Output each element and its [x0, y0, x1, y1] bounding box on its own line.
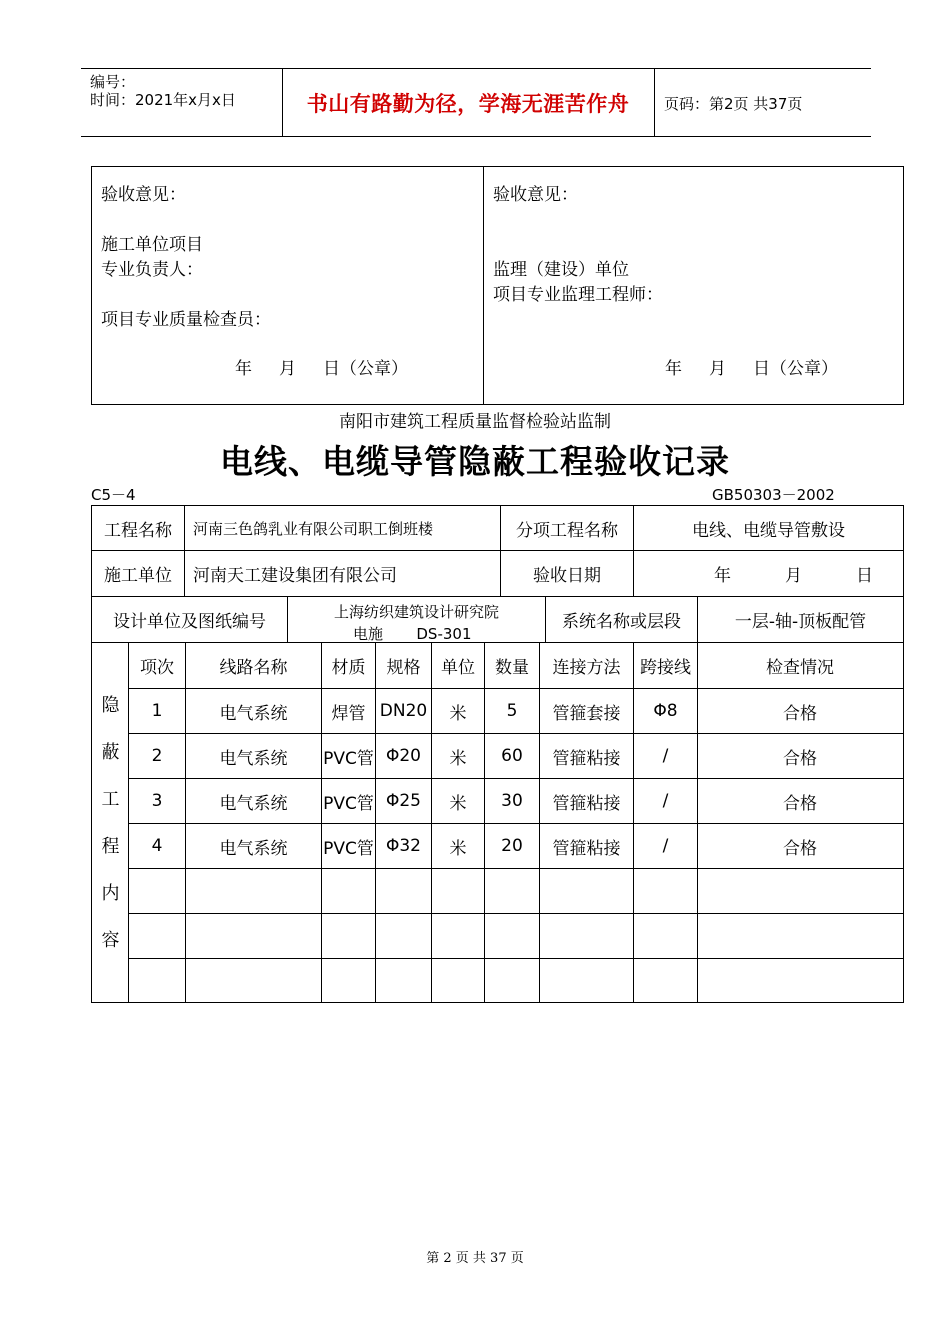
cell-jumper [634, 914, 697, 958]
cell-quantity: 5 [506, 701, 518, 721]
project-name-label: 工程名称 [104, 520, 172, 541]
cell-material: PVC管 [323, 748, 374, 769]
cell-line-name [186, 869, 321, 913]
cell-material: PVC管 [323, 793, 374, 814]
cell-check-result [698, 869, 902, 913]
cell-check-result: 合格 [783, 748, 817, 769]
header-divider [654, 68, 655, 137]
standard-code: GB50303－2002 [712, 486, 835, 504]
left-unit-line1: 施工单位项目 [101, 235, 203, 255]
right-unit-line1: 监理（建设）单位 [493, 260, 629, 280]
cell-unit: 米 [449, 748, 467, 769]
number-label: 编号： [90, 73, 136, 91]
cell-item-no: 4 [151, 836, 163, 856]
cell-connection [540, 914, 633, 958]
cell-quantity [485, 869, 539, 913]
cell-connection: 管箍套接 [552, 703, 621, 724]
design-unit-block [288, 597, 545, 642]
cell-spec [376, 914, 431, 958]
header-spec: 规格 [386, 658, 421, 678]
cell-line-name [186, 914, 321, 958]
cell-connection: 管箍粘接 [552, 838, 621, 859]
cell-jumper: / [662, 791, 669, 811]
cell-material [322, 959, 375, 1002]
header-item-no: 项次 [140, 658, 174, 678]
header-bottom-rule [81, 136, 871, 137]
time-label: 时间：2021年x月x日 [90, 91, 236, 109]
cell-quantity: 30 [501, 791, 523, 811]
page-footer: 第 2 页 共 37 页 [426, 1251, 524, 1266]
accept-date-value: 年 月 日 [713, 566, 874, 586]
cell-unit [432, 914, 484, 958]
cell-spec: Φ25 [385, 791, 421, 811]
project-name-value: 河南三色鸽乳业有限公司职工倒班楼 [193, 519, 434, 538]
cell-connection [540, 869, 633, 913]
cell-item-no: 1 [151, 701, 163, 721]
motto: 书山有路勤为径，学海无涯苦作舟 [306, 91, 630, 116]
left-date-seal: 年 月 日（公章） [235, 359, 409, 379]
left-unit-line2: 专业负责人： [101, 260, 203, 280]
cell-check-result: 合格 [783, 703, 817, 724]
side-char: 程 [101, 836, 120, 857]
cell-unit: 米 [449, 793, 467, 814]
side-char: 隐 [101, 695, 120, 716]
cell-spec [376, 959, 431, 1002]
supervisor-line: 南阳市建筑工程质量监督检验站监制 [339, 412, 611, 432]
cell-connection: 管箍粘接 [552, 793, 621, 814]
cell-connection: 管箍粘接 [552, 748, 621, 769]
cell-material: PVC管 [323, 838, 374, 859]
page-info: 页码：第2页 共37页 [664, 95, 803, 113]
header-line-name: 线路名称 [219, 658, 288, 678]
right-date-seal: 年 月 日（公章） [665, 359, 839, 379]
cell-check-result [698, 959, 902, 1002]
cell-check-result: 合格 [783, 793, 817, 814]
cell-line-name: 电气系统 [219, 703, 288, 724]
header-material: 材质 [331, 658, 366, 678]
cell-material [322, 869, 375, 913]
header-quantity: 数量 [495, 658, 529, 678]
right-unit-line2: 项目专业监理工程师： [493, 285, 663, 305]
cell-quantity: 60 [501, 746, 523, 766]
side-char: 内 [101, 883, 120, 904]
header-check-result: 检查情况 [766, 658, 834, 678]
cell-material [322, 914, 375, 958]
design-unit-label: 设计单位及图纸编号 [113, 612, 266, 632]
header-unit: 单位 [441, 658, 475, 678]
signature-divider [483, 167, 484, 404]
cell-item-no [129, 869, 185, 913]
header-connection: 连接方法 [552, 658, 621, 678]
cell-spec: Φ20 [385, 746, 421, 766]
header-jumper: 跨接线 [640, 658, 691, 678]
cell-unit [432, 959, 484, 1002]
cell-item-no [129, 959, 185, 1002]
cell-quantity [485, 914, 539, 958]
side-char: 蔽 [101, 742, 120, 763]
cell-line-name: 电气系统 [219, 793, 288, 814]
cell-line-name: 电气系统 [219, 838, 288, 859]
left-opinion-label: 验收意见： [101, 185, 186, 205]
cell-quantity: 20 [501, 836, 523, 856]
side-char: 容 [101, 930, 120, 951]
cell-line-name: 电气系统 [219, 748, 288, 769]
cell-check-result [698, 914, 902, 958]
cell-spec [376, 869, 431, 913]
cell-item-no [129, 914, 185, 958]
cell-unit: 米 [449, 703, 467, 724]
header-top-rule [81, 68, 871, 69]
design-unit-name: 上海纺织建筑设计研究院 [333, 603, 499, 621]
cell-spec: DN20 [379, 701, 428, 721]
left-inspector-label: 项目专业质量检查员： [101, 310, 271, 330]
cell-item-no: 2 [151, 746, 163, 766]
sub-project-value: 电线、电缆导管敷设 [692, 520, 845, 541]
cell-material: 焊管 [331, 703, 366, 724]
drawing-number: 电施 DS-301 [353, 625, 472, 642]
right-opinion-label: 验收意见： [493, 185, 578, 205]
cell-jumper [634, 959, 697, 1002]
system-value: 一层-轴-顶板配管 [734, 612, 867, 632]
cell-unit: 米 [449, 838, 467, 859]
contractor-value: 河南天工建设集团有限公司 [193, 566, 397, 586]
sub-project-label: 分项工程名称 [516, 520, 618, 541]
cell-check-result: 合格 [783, 838, 817, 859]
hidden-work-content-label [92, 643, 129, 1003]
system-label: 系统名称或层段 [562, 612, 681, 632]
form-code: C5－4 [91, 486, 136, 504]
accept-date-label: 验收日期 [533, 566, 601, 586]
cell-jumper: Φ8 [653, 701, 678, 721]
cell-item-no: 3 [151, 791, 163, 811]
cell-unit [432, 869, 484, 913]
cell-jumper: / [662, 746, 669, 766]
cell-spec: Φ32 [385, 836, 421, 856]
side-char: 工 [101, 789, 120, 810]
cell-connection [540, 959, 633, 1002]
cell-jumper [634, 869, 697, 913]
signature-box [91, 166, 904, 405]
inspection-record-table [91, 505, 904, 1003]
cell-line-name [186, 959, 321, 1002]
page-title: 电线、电缆导管隐蔽工程验收记录 [220, 442, 730, 481]
cell-quantity [485, 959, 539, 1002]
contractor-label: 施工单位 [104, 566, 172, 586]
cell-jumper: / [662, 836, 669, 856]
